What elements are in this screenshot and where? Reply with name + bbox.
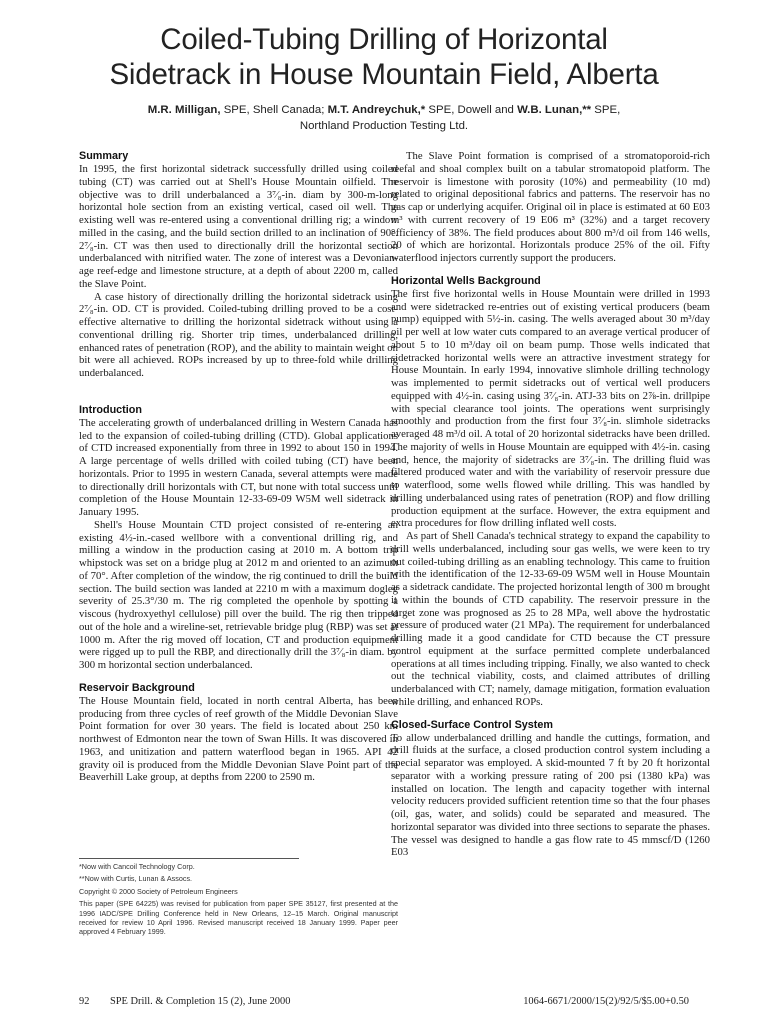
paper-history-note: This paper (SPE 64225) was revised for publication from paper SPE 35127, first presented at the 1996 IADC/SPE Drilling Conference held in New Orleans, 12–15 March. Original manuscript received for review 10 April 1996. Revised manuscript received 18 January 1999. Paper peer approved 4 February 1999.: [79, 899, 398, 937]
closed-surface-paragraph-1: To allow underbalanced drilling and handle the cuttings, formation, and drill fluids at the surface, a closed production control system including a special separator was employed. A skid-mounted 7 ft by 20 ft horizontal separator with a working pressure rating of 200 psi (1380 kPa) was installed on location. The length and capacity together with internal velocity reducers provided sufficient retention time so that the four phases (oil, gas, water, and solids) could be separated and measured. The horizontal separator was divided into three sections to separate the phases. The vessel was designed to handle a gas flow rate to 45 mmscf/D (1260 E03: [391, 731, 710, 859]
author-2-name: M.T. Andreychuk,*: [327, 104, 426, 116]
author-line-1: [0, 102, 768, 118]
author-line-2: Northland Production Testing Ltd.: [299, 120, 469, 132]
author-1-affiliation: SPE, Shell Canada;: [220, 104, 328, 116]
introduction-paragraph-1: The accelerating growth of underbalanced drilling in Western Canada has led to the expansion of coiled-tubing drilling (CTD). Global applications of CTD increased exponentially from three in 1992 to about 150 in 1994. A large percentage of wells drilled with coiled tubing (CT) have been horizontals. Prior to 1995 in western Canada, several attempts were made to directionally drill horizontals with CT, but none with total success until completion of the House Mountain 12-33-69-09 W5M well sidetrack in January 1995.: [79, 416, 398, 518]
footnote-1: *Now with Cancoil Technology Corp.: [79, 862, 195, 871]
summary-heading: Summary: [79, 150, 129, 162]
horizontal-wells-paragraph-2: As part of Shell Canada's technical strategy to expand the capability to drill wells underbalanced, including sour gas wells, we were keen to try out coiled-tubing drilling as an enabling technology. This came to fruition with the identification of the 12-33-69-09 W5M well in House Mountain as a sidetrack candidate. The projected horizontal length of 300 m brought it within the bounds of CTD capability. The reservoir pressure in the target zone was prognosed as 25 to 28 MPa, well above the hydrostatic pressure of produced water (21 MPa). The requirement for underbalanced drilling made it a good candidate for CTD because the CT pressure control equipment at the surface permitted complete underbalanced operations at all times including tripping. Finally, we also wanted to check out the technical viability, costs, and claimed attributes of drilling underbalanced with CT; namely, damage mitigation, formation evaluation while drilling, and enhanced ROPs.: [391, 530, 710, 708]
introduction-paragraph-2: Shell's House Mountain CTD project consisted of re-entering an existing 4½-in.-cased wellbore with a conventional drilling rig, and milling a window in the production casing at 2010 m. A bottom trip whipstock was set on a bridge plug at 2012 m and oriented to an azimuth of 70°. After completion of the window, the rig continued to drill the build section. The build section was landed at 2210 m with a maximum dogleg severity of 25.3°/30 m. The rig completed the openhole by spotting a viscous (hydroxyethyl cellulose) pill over the build. The rig then tripped out of the hole and a wireline-set, retrievable bridge plug (RBP) was set at 1000 m. After the rig moved off location, CT and production equipment were rigged up to pull the RBP, and directionally drill the 3⁷⁄₈-in diam. by 300 m horizontal section underbalanced.: [79, 518, 398, 671]
article-code: 1064-6671/2000/15(2)/92/5/$5.00+0.50: [523, 996, 689, 1007]
author-3-affiliation: SPE,: [591, 104, 621, 116]
page-footer: [79, 996, 689, 1010]
horizontal-wells-heading: Horizontal Wells Background: [391, 274, 541, 287]
title-line-1: Coiled-Tubing Drilling of Horizontal: [160, 23, 608, 56]
author-2-affiliation: SPE, Dowell and: [425, 104, 518, 116]
author-3-name: W.B. Lunan,**: [517, 104, 592, 116]
closed-surface-heading: Closed-Surface Control System: [391, 718, 553, 731]
summary-paragraph-2: A case history of directionally drilling the horizontal sidetrack using 2⁷⁄₈-in. OD. CT is provided. Coiled-tubing drilling proved to be a cost-effective alternative to drilling the horizontal sidetrack without using a conventional drilling rig. Shorter trip times, underbalanced drilling, enhanced rates of penetration (ROP), and the ability to maintain weight on bit were all achieved. ROPs increased by up to three-fold while drilling underbalanced.: [79, 290, 398, 379]
introduction-heading: Introduction: [79, 403, 142, 416]
reservoir-paragraph-1: The House Mountain field, located in north central Alberta, has been producing from three cycles of reef growth of the Middle Devonian Slave Point formation for over 30 years. The field is located about 250 km northwest of Edmonton near the town of Swan Hills. It was discovered in 1963, and unitization and pattern waterflood began in 1965. API 42 gravity oil is produced from the Middle Devonian Slave Point part of the Beaverhill Lake group, at depths from 2200 to 2590 m.: [79, 694, 398, 784]
left-column: [79, 150, 398, 784]
footnotes: [79, 858, 398, 940]
journal-citation: SPE Drill. & Completion 15 (2), June 2000: [110, 996, 291, 1007]
paper-title: [0, 22, 768, 92]
reservoir-heading: Reservoir Background: [79, 681, 195, 694]
footnote-2: **Now with Curtis, Lunan & Assocs.: [79, 874, 193, 884]
copyright-note: Copyright © 2000 Society of Petroleum Engineers: [79, 886, 238, 896]
author-1-name: M.R. Milligan,: [147, 104, 221, 116]
summary-paragraph-1: In 1995, the first horizontal sidetrack successfully drilled using coiled tubing (CT) was carried out at Shell's House Mountain oilfield. The objective was to drill underbalanced a 3⁷⁄₈-in. diam by 300-m-long horizontal hole section from an existing vertical, cased oil well. The existing well was re-entered using a conventional drilling rig; a window milled in the casing, and the build section drilled to an inclination of 90°. 2⁷⁄₈-in. CT was then used to directionally drill the horizontal section underbalanced with nitrified water. The zone of interest was a Devonian-age reef-edge and limestone structure, at a depth of about 2200 m, called the Slave Point.: [79, 163, 398, 290]
horizontal-wells-paragraph-1: The first five horizontal wells in House Mountain were drilled in 1993 and were sidetracked re-entries out of existing vertical producers (beam pump) equipped with 5½-in. casing. The wells averaged about 30 m³/day oil per well at low water cuts compared to an average vertical producer of about 5 to 10 m³/day oil on beam pump. Those wells indicated that sidetracked horizontal wells were an attractive investment strategy for House Mountain. In early 1994, innovative slimhole drilling technology was implemented to permit sidetracks out of vertical well producers equipped with 4½-in. casing using 3⁷⁄₈-in. ATJ-33 bits on 2⅞-in. drillpipe with special clearance tool joints. The operations went surprisingly smoothly and production from the first four 3⁷⁄₈-in. slimhole sidetracks averaged 48 m³/d oil. A total of 20 horizontal sidetracks have been drilled. The majority of wells in House Mountain are equipped with 4½-in. casing and, hence, the majority of sidetracks are 3⁷⁄₈-in. The drilling fluid was filtered produced water and with the variability of reservoir pressure due to waterflood, some wells flowed while drilling. This was handled by drilling underbalanced using rates of penetration (ROP) and flow drilling production equipment at the surface. However, the extra equipment and extra procedures for flow drilling inflated well costs.: [391, 287, 710, 530]
footnote-rule: [79, 858, 299, 859]
author-block: [0, 102, 768, 134]
slave-point-paragraph: The Slave Point formation is comprised of a stromatoporoid-rich reefal and shoal complex built on a tabular stromatopoid platform. The reservoir is limestone with porosity (10%) and permeability (10 md) related to original depositional fabrics and patterns. The reservoir has no gas cap or underlying acquifer. Original oil in place is estimated at 60 E03 m³ with current recovery of 19 E06 m³ (32%) and a target recovery efficiency of 38%. The field produces about 800 m³/d oil from 146 wells, 20 of which are horizontal. Horizontals produce 25% of the oil. Fifty waterflood injectors currently support the producers.: [391, 150, 710, 264]
title-line-2: Sidetrack in House Mountain Field, Alberta: [109, 58, 659, 91]
right-column: [391, 150, 710, 859]
page-number: 92: [79, 996, 90, 1007]
